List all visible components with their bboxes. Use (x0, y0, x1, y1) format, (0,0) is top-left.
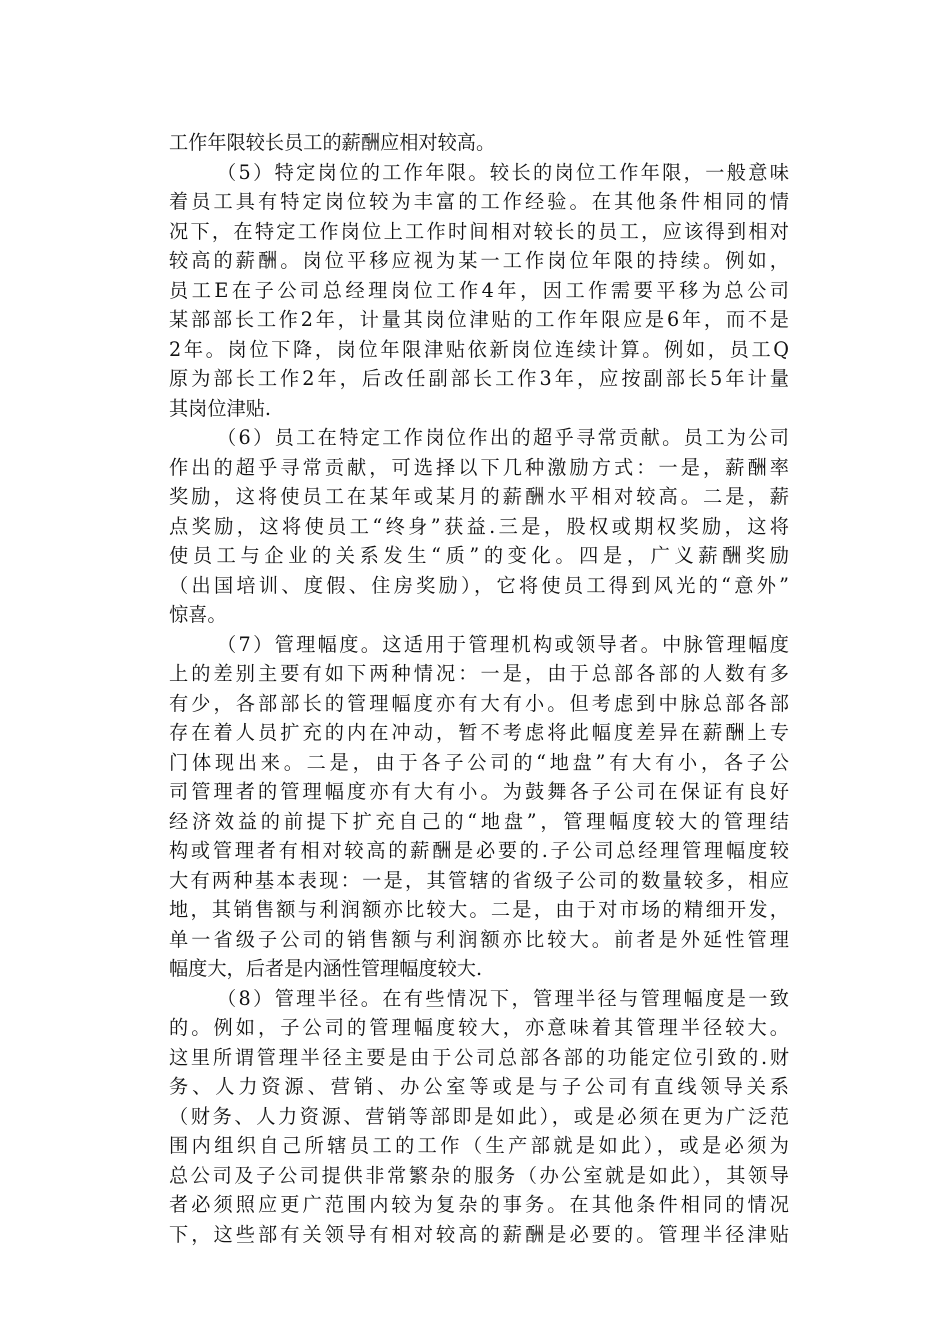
text-line: 大有两种基本表现：一是，其管辖的省级子公司的数量较多，相应 (169, 868, 789, 892)
text-line: 况下，在特定工作岗位上工作时间相对较长的员工，应该得到相对 (169, 219, 789, 243)
text-line: 某部部长工作2年，计量其岗位津贴的工作年限应是6年，而不是 (169, 308, 789, 331)
text-line: 总公司及子公司提供非常繁杂的服务（办公室就是如此），其领导 (169, 1163, 789, 1187)
text-line: 员工E在子公司总经理岗位工作4年，因工作需要平移为总公司 (169, 278, 789, 302)
text-line: 工作年限较长员工的薪酬应相对较高。 (169, 131, 496, 154)
text-line: 使员工与企业的关系发生“质”的变化。四是，广义薪酬奖励 (169, 544, 789, 567)
text-line: 这里所谓管理半径主要是由于公司总部各部的功能定位引致的.财 (169, 1045, 789, 1069)
text-line: 有少，各部部长的管理幅度亦有大有小。但考虑到中脉总部各部 (169, 691, 789, 715)
text-line: 着员工具有特定岗位较为丰富的工作经验。在其他条件相同的情 (169, 190, 789, 213)
text-line: 的。例如，子公司的管理幅度较大，亦意味着其管理半径较大。 (169, 1016, 789, 1039)
text-line: 地，其销售额与利润额亦比较大。二是，由于对市场的精细开发， (169, 898, 789, 921)
text-line: 司管理者的管理幅度亦有大有小。为鼓舞各子公司在保证有良好 (169, 780, 789, 803)
paragraph-5-heading: （5）特定岗位的工作年限。较长的岗位工作年限，一般意味 (217, 160, 789, 184)
text-line: 幅度大，后者是内涵性管理幅度较大. (169, 957, 483, 980)
text-line: 经济效益的前提下扩充自己的“地盘”，管理幅度较大的管理结 (169, 809, 789, 833)
text-line: （出国培训、度假、住房奖励），它将使员工得到风光的“意外” (169, 573, 789, 597)
text-line: 点奖励，这将使员工“终身”获益.三是，股权或期权奖励，这将 (169, 514, 789, 538)
text-line: （财务、人力资源、营销等部即是如此），或是必须在更为广泛范 (169, 1104, 789, 1128)
text-line: 围内组织自己所辖员工的工作（生产部就是如此），或是必须为 (169, 1134, 789, 1157)
text-line: 存在着人员扩充的内在冲动，暂不考虑将此幅度差异在薪酬上专 (169, 721, 789, 744)
text-line: 务、人力资源、营销、办公室等或是与子公司有直线领导关系 (169, 1075, 789, 1098)
text-line: 原为部长工作2年，后改任副部长工作3年，应按副部长5年计量 (169, 367, 789, 390)
paragraph-7-heading: （7）管理幅度。这适用于管理机构或领导者。中脉管理幅度 (217, 632, 789, 656)
text-line: 奖励，这将使员工在某年或某月的薪酬水平相对较高。二是，薪 (169, 485, 789, 508)
paragraph-6-heading: （6）员工在特定工作岗位作出的超乎寻常贡献。员工为公司 (217, 426, 789, 449)
paragraph-8-heading: （8）管理半径。在有些情况下，管理半径与管理幅度是一致 (217, 986, 789, 1010)
text-line: 单一省级子公司的销售额与利润额亦比较大。前者是外延性管理 (169, 927, 789, 951)
text-line: 门体现出来。二是，由于各子公司的“地盘”有大有小，各子公 (169, 750, 789, 774)
document-body (169, 128, 789, 1249)
text-line: 其岗位津贴. (169, 396, 272, 420)
text-line: 者必须照应更广范围内较为复杂的事务。在其他条件相同的情况 (169, 1193, 789, 1216)
text-line: 作出的超乎寻常贡献，可选择以下几种激励方式：一是，薪酬率 (169, 455, 789, 479)
text-line: 下，这些部有关领导有相对较高的薪酬是必要的。管理半径津贴 (169, 1222, 789, 1246)
text-line: 构或管理者有相对较高的薪酬是必要的.子公司总经理管理幅度较 (169, 839, 789, 862)
text-line: 2年。岗位下降，岗位年限津贴依新岗位连续计算。例如，员工Q (169, 337, 789, 361)
text-line: 惊喜。 (169, 603, 227, 626)
text-line: 较高的薪酬。岗位平移应视为某一工作岗位年限的持续。例如， (169, 249, 789, 272)
text-line: 上的差别主要有如下两种情况：一是，由于总部各部的人数有多 (169, 662, 789, 685)
